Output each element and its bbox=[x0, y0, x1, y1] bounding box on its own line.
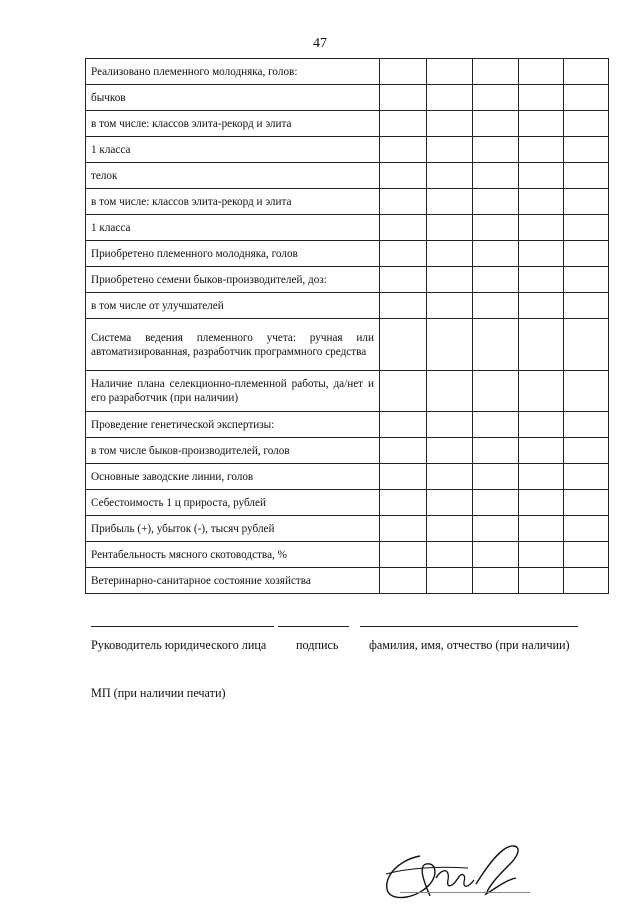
row-label: Ветеринарно-санитарное состояние хозяйства bbox=[86, 568, 380, 594]
row-label: 1 класса bbox=[86, 137, 380, 163]
head-signature-line-left bbox=[91, 626, 274, 627]
empty-cell bbox=[519, 215, 564, 241]
table-row bbox=[86, 438, 609, 464]
empty-cell bbox=[427, 568, 473, 594]
empty-cell bbox=[427, 490, 473, 516]
empty-cell bbox=[427, 137, 473, 163]
empty-cell bbox=[473, 111, 519, 137]
row-label: бычков bbox=[86, 85, 380, 111]
table-row bbox=[86, 137, 609, 163]
empty-cell bbox=[519, 490, 564, 516]
table-row bbox=[86, 111, 609, 137]
empty-cell bbox=[473, 85, 519, 111]
empty-cell bbox=[427, 267, 473, 293]
empty-cell bbox=[473, 490, 519, 516]
empty-cell bbox=[564, 464, 609, 490]
empty-cell bbox=[380, 542, 427, 568]
table-row bbox=[86, 412, 609, 438]
table-row bbox=[86, 189, 609, 215]
empty-cell bbox=[473, 412, 519, 438]
table-row bbox=[86, 163, 609, 189]
empty-cell bbox=[380, 568, 427, 594]
empty-cell bbox=[473, 464, 519, 490]
empty-cell bbox=[427, 464, 473, 490]
report-table bbox=[85, 58, 609, 594]
row-label: Система ведения племенного учета: ручная или автоматизированная, разработчик программного средства bbox=[86, 319, 380, 371]
empty-cell bbox=[427, 163, 473, 189]
empty-cell bbox=[473, 371, 519, 412]
row-label: Наличие плана селекционно-племенной работы, да/нет и его разработчик (при наличии) bbox=[86, 371, 380, 412]
signature-label: подпись bbox=[296, 638, 339, 652]
empty-cell bbox=[564, 111, 609, 137]
table-row bbox=[86, 215, 609, 241]
row-label: в том числе: классов элита-рекорд и элита bbox=[86, 111, 380, 137]
empty-cell bbox=[519, 189, 564, 215]
row-label: 1 класса bbox=[86, 215, 380, 241]
empty-cell bbox=[380, 438, 427, 464]
empty-cell bbox=[380, 215, 427, 241]
empty-cell bbox=[519, 111, 564, 137]
table-row bbox=[86, 371, 609, 412]
empty-cell bbox=[427, 319, 473, 371]
empty-cell bbox=[564, 59, 609, 85]
empty-cell bbox=[380, 137, 427, 163]
head-label: Руководитель юридического лица bbox=[91, 638, 267, 652]
empty-cell bbox=[427, 59, 473, 85]
row-label: Проведение генетической экспертизы: bbox=[86, 412, 380, 438]
empty-cell bbox=[473, 542, 519, 568]
empty-cell bbox=[564, 215, 609, 241]
empty-cell bbox=[380, 85, 427, 111]
row-label: Себестоимость 1 ц прироста, рублей bbox=[86, 490, 380, 516]
row-label: Основные заводские линии, голов bbox=[86, 464, 380, 490]
row-label: в том числе от улучшателей bbox=[86, 293, 380, 319]
table-row bbox=[86, 59, 609, 85]
empty-cell bbox=[519, 293, 564, 319]
empty-cell bbox=[380, 490, 427, 516]
empty-cell bbox=[519, 85, 564, 111]
empty-cell bbox=[380, 189, 427, 215]
empty-cell bbox=[427, 215, 473, 241]
table-row bbox=[86, 293, 609, 319]
empty-cell bbox=[473, 516, 519, 542]
empty-cell bbox=[380, 412, 427, 438]
empty-cell bbox=[380, 464, 427, 490]
empty-cell bbox=[564, 85, 609, 111]
row-label: Рентабельность мясного скотоводства, % bbox=[86, 542, 380, 568]
table-row bbox=[86, 241, 609, 267]
empty-cell bbox=[380, 516, 427, 542]
empty-cell bbox=[519, 412, 564, 438]
row-label: в том числе: классов элита-рекорд и элита bbox=[86, 189, 380, 215]
empty-cell bbox=[473, 163, 519, 189]
empty-cell bbox=[519, 516, 564, 542]
empty-cell bbox=[427, 189, 473, 215]
empty-cell bbox=[564, 267, 609, 293]
empty-cell bbox=[564, 163, 609, 189]
name-label: фамилия, имя, отчество (при наличии) bbox=[369, 638, 570, 652]
empty-cell bbox=[519, 267, 564, 293]
empty-cell bbox=[380, 241, 427, 267]
empty-cell bbox=[564, 412, 609, 438]
empty-cell bbox=[519, 241, 564, 267]
empty-cell bbox=[380, 293, 427, 319]
empty-cell bbox=[473, 568, 519, 594]
empty-cell bbox=[564, 241, 609, 267]
table-row bbox=[86, 542, 609, 568]
empty-cell bbox=[519, 59, 564, 85]
empty-cell bbox=[564, 568, 609, 594]
empty-cell bbox=[427, 516, 473, 542]
empty-cell bbox=[473, 215, 519, 241]
empty-cell bbox=[519, 319, 564, 371]
empty-cell bbox=[380, 319, 427, 371]
empty-cell bbox=[427, 371, 473, 412]
row-label: в том числе быков-производителей, голов bbox=[86, 438, 380, 464]
table-row bbox=[86, 490, 609, 516]
empty-cell bbox=[519, 464, 564, 490]
empty-cell bbox=[380, 371, 427, 412]
empty-cell bbox=[473, 189, 519, 215]
empty-cell bbox=[427, 412, 473, 438]
empty-cell bbox=[380, 59, 427, 85]
empty-cell bbox=[564, 490, 609, 516]
empty-cell bbox=[564, 137, 609, 163]
empty-cell bbox=[473, 267, 519, 293]
empty-cell bbox=[473, 319, 519, 371]
empty-cell bbox=[519, 371, 564, 412]
table-row bbox=[86, 319, 609, 371]
empty-cell bbox=[473, 59, 519, 85]
empty-cell bbox=[427, 293, 473, 319]
row-label: телок bbox=[86, 163, 380, 189]
empty-cell bbox=[427, 111, 473, 137]
row-label: Реализовано племенного молодняка, голов: bbox=[86, 59, 380, 85]
empty-cell bbox=[380, 163, 427, 189]
empty-cell bbox=[473, 438, 519, 464]
empty-cell bbox=[427, 85, 473, 111]
table-row bbox=[86, 568, 609, 594]
empty-cell bbox=[564, 438, 609, 464]
empty-cell bbox=[473, 137, 519, 163]
empty-cell bbox=[564, 371, 609, 412]
empty-cell bbox=[519, 438, 564, 464]
stamp-label: МП (при наличии печати) bbox=[91, 686, 226, 700]
table-row bbox=[86, 267, 609, 293]
empty-cell bbox=[564, 189, 609, 215]
bottom-rule bbox=[400, 892, 530, 893]
empty-cell bbox=[564, 516, 609, 542]
table-row bbox=[86, 516, 609, 542]
empty-cell bbox=[427, 241, 473, 267]
empty-cell bbox=[380, 111, 427, 137]
empty-cell bbox=[564, 293, 609, 319]
empty-cell bbox=[564, 542, 609, 568]
empty-cell bbox=[519, 542, 564, 568]
empty-cell bbox=[519, 137, 564, 163]
empty-cell bbox=[519, 163, 564, 189]
table-row bbox=[86, 464, 609, 490]
row-label: Приобретено племенного молодняка, голов bbox=[86, 241, 380, 267]
row-label: Прибыль (+), убыток (-), тысяч рублей bbox=[86, 516, 380, 542]
name-line bbox=[360, 626, 578, 627]
table-row bbox=[86, 85, 609, 111]
empty-cell bbox=[473, 293, 519, 319]
empty-cell bbox=[564, 319, 609, 371]
empty-cell bbox=[519, 568, 564, 594]
signature-line bbox=[278, 626, 349, 627]
empty-cell bbox=[427, 542, 473, 568]
empty-cell bbox=[380, 267, 427, 293]
row-label: Приобретено семени быков-производителей, доз: bbox=[86, 267, 380, 293]
empty-cell bbox=[473, 241, 519, 267]
empty-cell bbox=[427, 438, 473, 464]
page-number: 47 bbox=[313, 36, 327, 51]
